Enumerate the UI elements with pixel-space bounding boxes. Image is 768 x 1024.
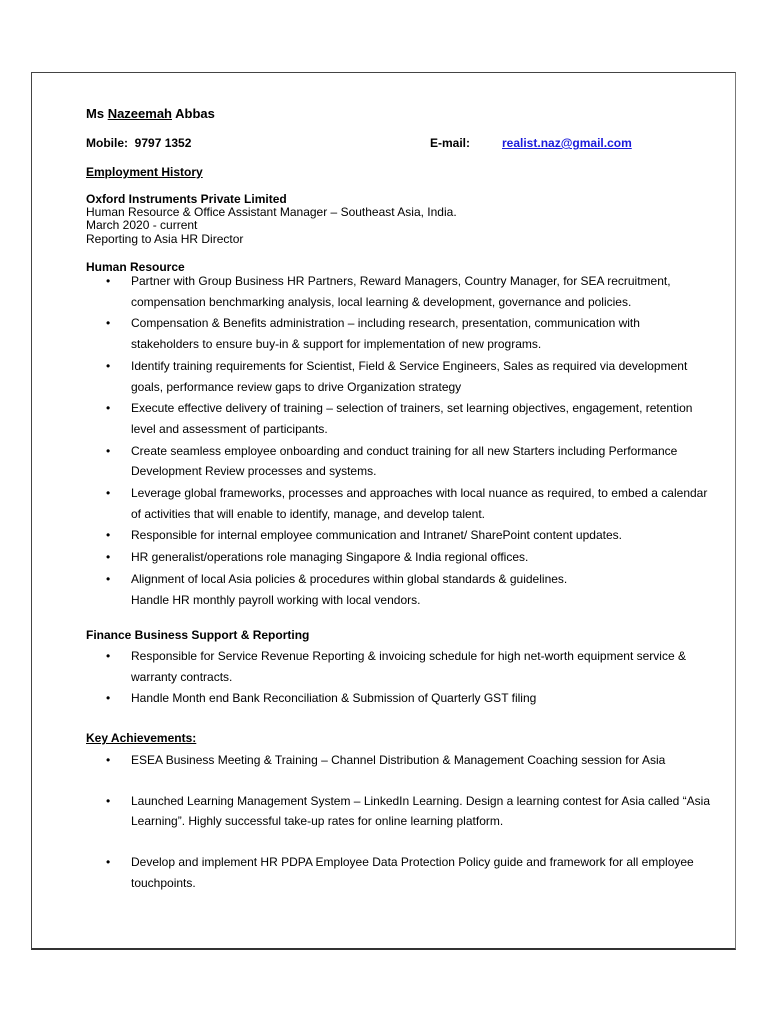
- first-name: Nazeemah: [107, 106, 172, 121]
- bullet-icon: •: [106, 316, 111, 331]
- bullet-icon: •: [106, 691, 111, 706]
- employment-history-heading: Employment History: [86, 165, 203, 179]
- mobile-label: Mobile:: [86, 136, 128, 150]
- candidate-name: [86, 106, 215, 121]
- list-item: • Identify training requirements for Scientist, Field & Service Engineers, Sales as required via development goals, performance review gaps to drive Organization strategy: [86, 356, 711, 397]
- bullet-icon: •: [106, 550, 111, 565]
- achievements-list: [86, 750, 711, 894]
- list-item: • Develop and implement HR PDPA Employee Data Protection Policy guide and framework for all employee touchpoints.: [86, 852, 711, 893]
- email-link[interactable]: realist.naz@gmail.com: [502, 136, 632, 150]
- list-item: • Alignment of local Asia policies & procedures within global standards & guidelines. Handle HR monthly payroll working with local vendors.: [86, 569, 711, 610]
- last-name: Abbas: [175, 106, 215, 121]
- bullet-icon: •: [106, 486, 111, 501]
- bullet-icon: •: [106, 793, 111, 808]
- hr-heading: Human Resource: [86, 260, 185, 274]
- reporting-line: Reporting to Asia HR Director: [86, 232, 244, 246]
- company-name: Oxford Instruments Private Limited: [86, 192, 287, 206]
- bullet-icon: •: [106, 443, 111, 458]
- list-item: • Partner with Group Business HR Partners, Reward Managers, Country Manager, for SEA recruitment, compensation benchmarking analysis, local learning & development, governance and policies.: [86, 271, 711, 312]
- bullet-icon: •: [106, 358, 111, 373]
- job-title: Human Resource & Office Assistant Manager – Southeast Asia, India.: [86, 205, 457, 219]
- bullet-icon: •: [106, 528, 111, 543]
- bullet-icon: •: [106, 571, 111, 586]
- hr-list: [86, 271, 711, 610]
- list-item: • ESEA Business Meeting & Training – Channel Distribution & Management Coaching session for Asia: [86, 750, 711, 771]
- finance-heading: Finance Business Support & Reporting: [86, 628, 310, 642]
- bullet-icon: •: [106, 855, 111, 870]
- bullet-icon: •: [106, 753, 111, 767]
- list-item: • Compensation & Benefits administration – including research, presentation, communication with stakeholders to ensure buy-in & support for implementation of new programs.: [86, 313, 711, 354]
- email-label: E-mail:: [430, 136, 471, 150]
- name-prefix: Ms: [86, 106, 105, 121]
- finance-list: [86, 646, 711, 709]
- bullet-icon: •: [106, 401, 111, 416]
- list-item: • Responsible for internal employee communication and Intranet/ SharePoint content updates.: [86, 525, 711, 546]
- bullet-icon: •: [106, 274, 111, 288]
- job-dates: March 2020 - current: [86, 218, 198, 232]
- list-item: • Responsible for Service Revenue Reporting & invoicing schedule for high net-worth equipment service & warranty contracts.: [86, 646, 711, 687]
- list-item: • Handle Month end Bank Reconciliation & Submission of Quarterly GST filing: [86, 688, 711, 709]
- list-item: • Create seamless employee onboarding and conduct training for all new Starters including Performance Development Review processes and systems.: [86, 441, 711, 482]
- list-item-continuation: Handle HR monthly payroll working with local vendors.: [131, 592, 421, 607]
- list-item: • Leverage global frameworks, processes and approaches with local nuance as required, to embed a calendar of activities that will enable to identify, manage, and develop talent.: [86, 483, 711, 524]
- key-achievements-heading: Key Achievements:: [86, 731, 197, 745]
- bullet-icon: •: [106, 649, 111, 663]
- list-item: • Execute effective delivery of training – selection of trainers, set learning objectives, engagement, retention level and assessment of participants.: [86, 398, 711, 439]
- mobile-row: [86, 136, 191, 150]
- list-item: • HR generalist/operations role managing Singapore & India regional offices.: [86, 547, 711, 568]
- mobile-value: 9797 1352: [134, 136, 192, 150]
- list-item: • Launched Learning Management System – LinkedIn Learning. Design a learning contest for Asia called “Asia Learning”. Highly successful take-up rates for online learning platform.: [86, 791, 711, 832]
